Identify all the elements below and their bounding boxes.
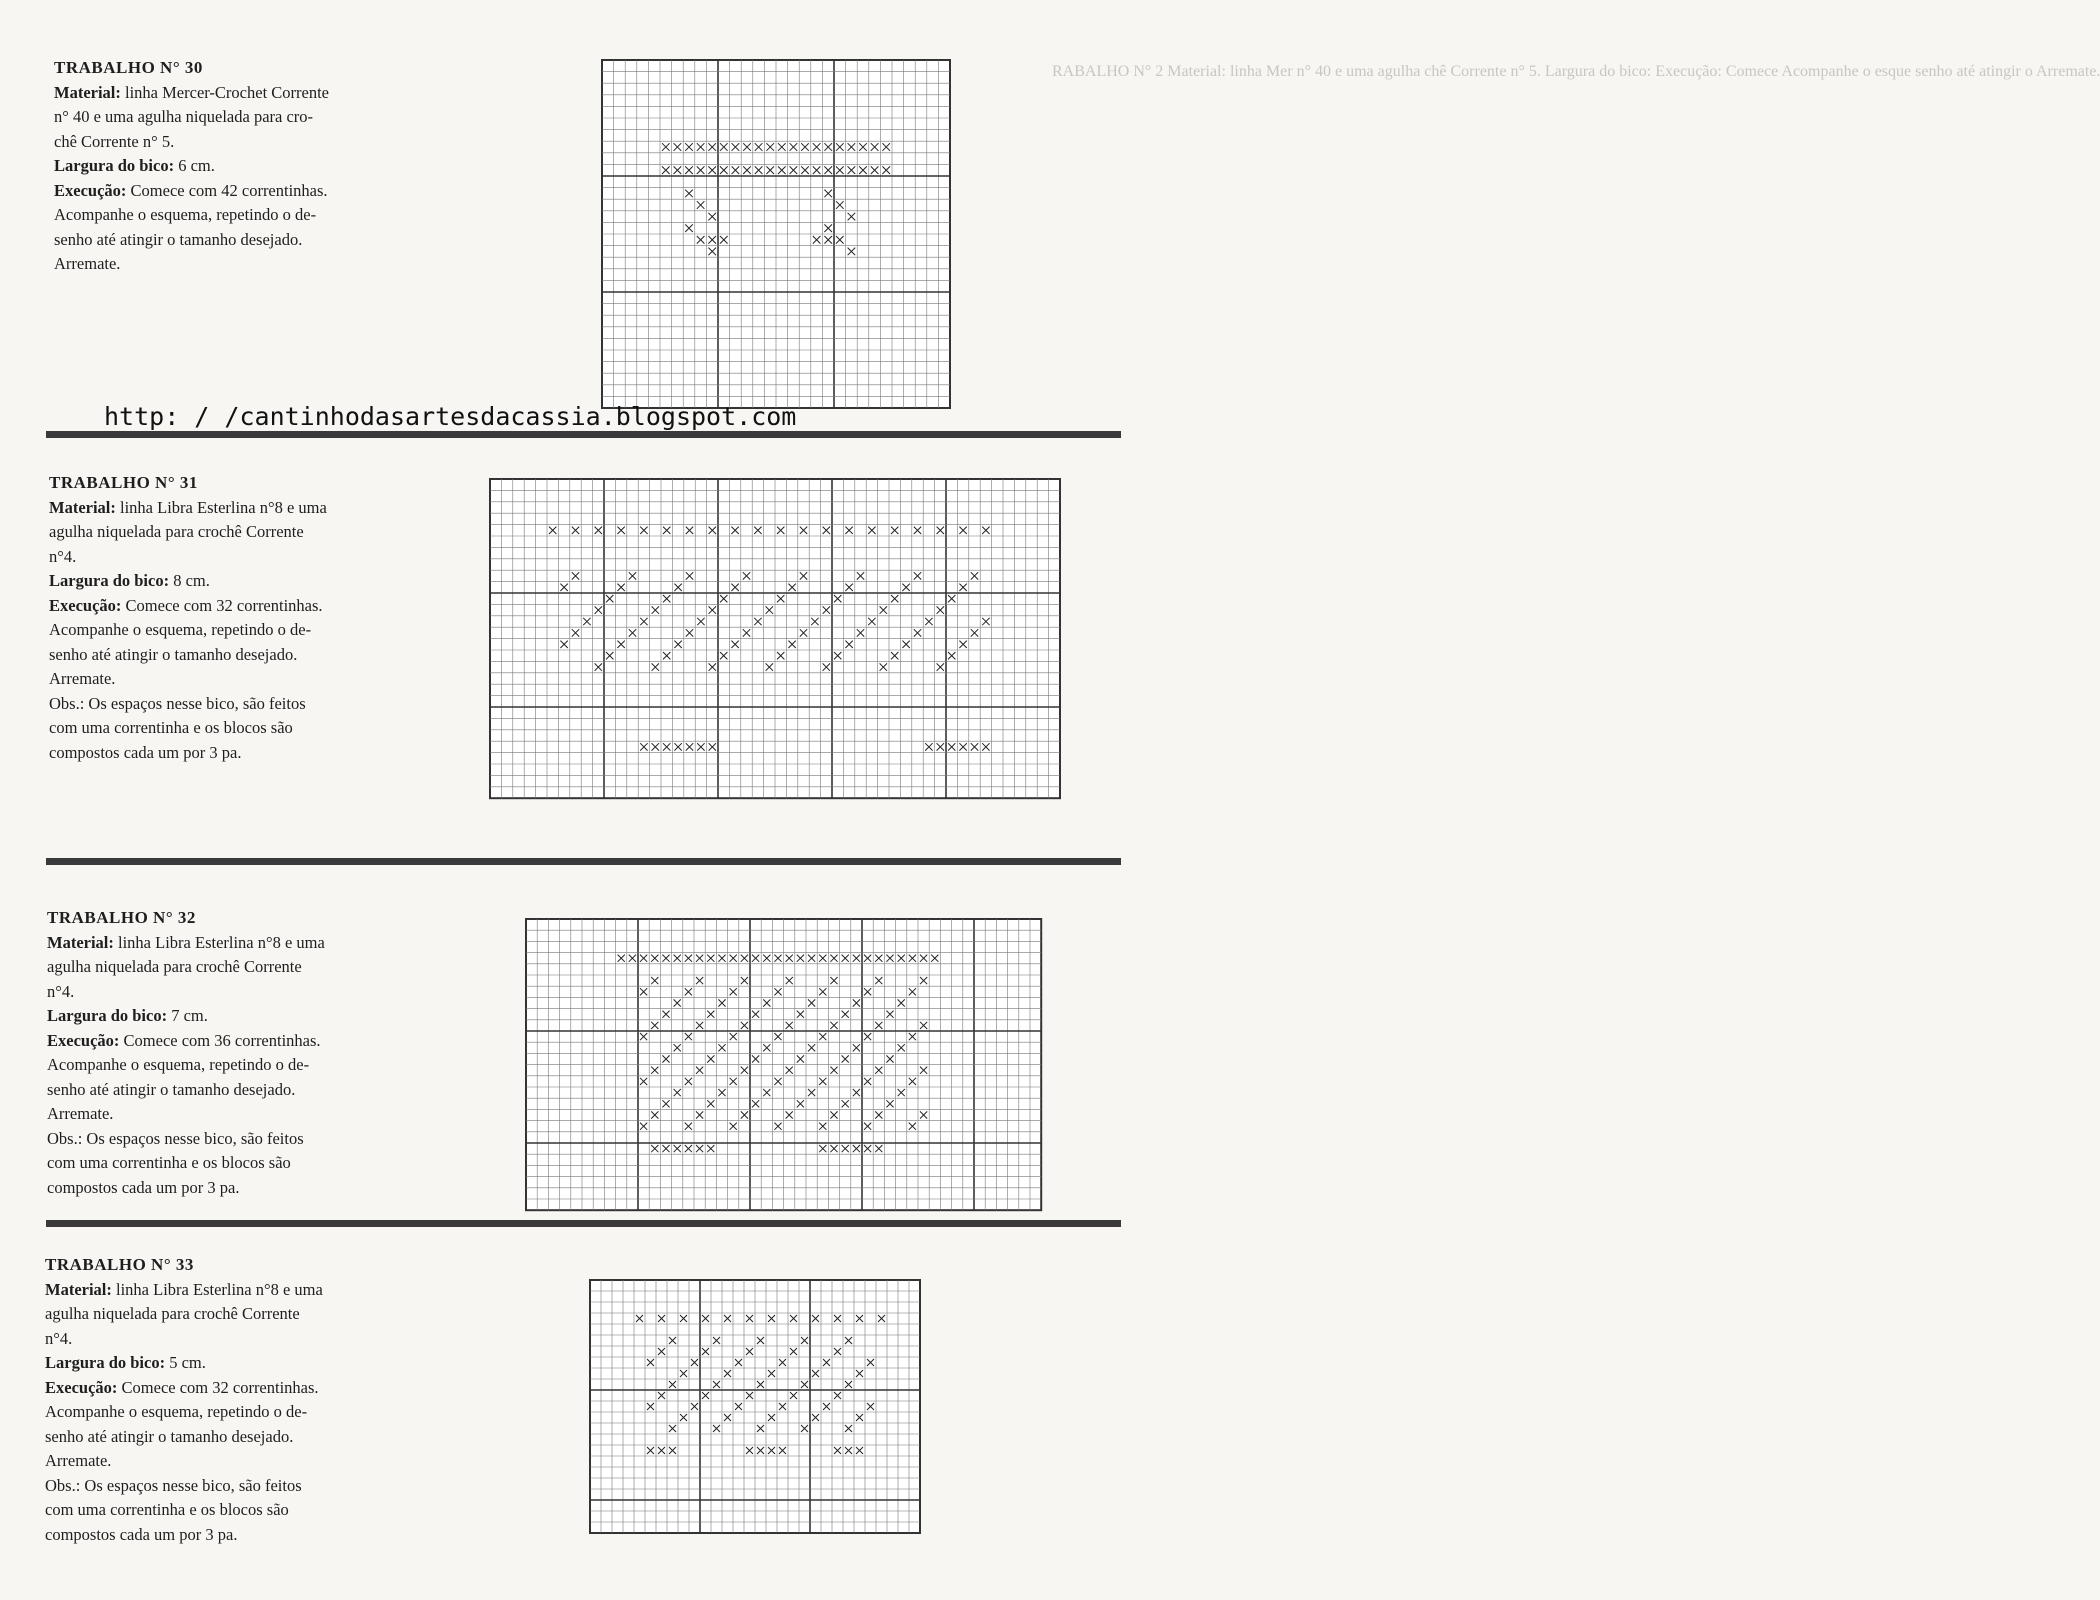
obs-label: Obs.: <box>45 1475 81 1495</box>
execucao-text: Comece com 42 correntinhas. <box>126 180 328 200</box>
ghost-line: chê Corrente n° 5. <box>1424 63 1541 80</box>
crochet-chart-33 <box>589 1279 929 1544</box>
section-divider <box>46 858 1121 865</box>
material-text: linha Mercer-Crochet Corrente <box>120 82 330 102</box>
largura-label: Largura do bico: <box>47 1006 168 1025</box>
material-text: n° 40 e uma agulha niquelada para cro- <box>54 107 314 126</box>
section-title: TRABALHO N° 30 <box>54 58 203 77</box>
crochet-chart-30 <box>601 59 967 414</box>
obs-text: Os espaços nesse bico, são feitos <box>80 1475 302 1495</box>
section-trabalho-30 <box>54 56 329 277</box>
execucao-text: Acompanhe o esquema, repetindo o de- <box>49 620 312 639</box>
execucao-text: Arremate. <box>54 254 121 273</box>
material-text: n°4. <box>49 546 77 566</box>
ghost-line: RABALHO N° 2 <box>1052 63 1164 80</box>
largura-value: 7 cm. <box>167 1006 208 1025</box>
obs-label: Obs.: <box>49 693 85 713</box>
obs-text: Os espaços nesse bico, são feitos <box>84 693 306 713</box>
crochet-chart-32 <box>525 918 1050 1218</box>
material-text: n°4. <box>47 981 75 1001</box>
execucao-text: Acompanhe o esquema, repetindo o de- <box>54 205 317 224</box>
execucao-label: Execução: <box>49 595 122 615</box>
material-text: linha Libra Esterlina n°8 e uma <box>111 1279 323 1299</box>
material-text: linha Libra Esterlina n°8 e uma <box>115 497 327 517</box>
execucao-label: Execução: <box>54 180 127 200</box>
obs-label: Obs.: <box>47 1128 83 1148</box>
section-title: TRABALHO N° 32 <box>47 908 196 927</box>
largura-value: 8 cm. <box>169 571 210 590</box>
execucao-text: Arremate. <box>47 1104 114 1123</box>
obs-text: Os espaços nesse bico, são feitos <box>82 1128 304 1148</box>
largura-value: 5 cm. <box>165 1353 206 1372</box>
section-trabalho-33 <box>45 1253 323 1547</box>
ghost-line: Execução: Comece <box>1655 63 1779 80</box>
execucao-text: senho até atingir o tamanho desejado. <box>47 1079 296 1099</box>
material-label: Material: <box>49 497 116 517</box>
chart-trabalho-31 <box>489 478 1084 818</box>
chart-grid <box>602 60 950 408</box>
material-text: agulha niquelada para crochê Corrente <box>47 957 302 976</box>
execucao-label: Execução: <box>45 1377 118 1397</box>
chart-trabalho-32 <box>525 918 1050 1218</box>
section-trabalho-31 <box>49 471 327 765</box>
material-text: linha Libra Esterlina n°8 e uma <box>113 932 325 952</box>
material-label: Material: <box>47 932 114 952</box>
blog-url[interactable]: http: / /cantinhodasartesdacassia.blogspot.com <box>104 402 797 431</box>
material-text: chê Corrente n° 5. <box>54 131 175 151</box>
execucao-text: Acompanhe o esquema, repetindo o de- <box>47 1055 310 1074</box>
ghost-line: Arremate. <box>2036 63 2100 80</box>
ghost-line: n° 40 e uma agulha <box>1296 63 1421 80</box>
material-label: Material: <box>45 1279 112 1299</box>
largura-label: Largura do bico: <box>49 571 170 590</box>
material-text: n°4. <box>45 1328 73 1348</box>
material-text: agulha niquelada para crochê Corrente <box>45 1304 300 1323</box>
material-text: agulha niquelada para crochê Corrente <box>49 522 304 541</box>
execucao-text: Comece com 36 correntinhas. <box>119 1030 321 1050</box>
obs-text: com uma correntinha e os blocos são <box>47 1153 291 1172</box>
execucao-text: Comece com 32 correntinhas. <box>121 595 323 615</box>
execucao-text: Acompanhe o esquema, repetindo o de- <box>45 1402 308 1421</box>
largura-value: 6 cm. <box>174 156 215 175</box>
largura-label: Largura do bico: <box>45 1353 166 1372</box>
execucao-text: Comece com 32 correntinhas. <box>117 1377 319 1397</box>
obs-text: com uma correntinha e os blocos são <box>49 718 293 737</box>
largura-label: Largura do bico: <box>54 156 175 175</box>
crochet-chart-31 <box>489 478 1084 818</box>
execucao-text: Arremate. <box>45 1451 112 1470</box>
chart-trabalho-33 <box>589 1279 929 1544</box>
execucao-text: Arremate. <box>49 669 116 688</box>
ghost-line: Largura do bico: <box>1544 63 1652 80</box>
obs-text: com uma correntinha e os blocos são <box>45 1500 289 1519</box>
material-label: Material: <box>54 82 121 102</box>
execucao-text: senho até atingir o tamanho desejado. <box>45 1426 294 1446</box>
ghost-line: Acompanhe o esque <box>1781 63 1912 80</box>
obs-text: compostos cada um por 3 pa. <box>45 1524 238 1544</box>
section-divider <box>46 1220 1121 1227</box>
execucao-text: senho até atingir o tamanho desejado. <box>49 644 298 664</box>
bleed-through-text <box>1052 60 2100 84</box>
section-divider <box>46 431 1121 438</box>
obs-text: compostos cada um por 3 pa. <box>47 1177 240 1197</box>
section-trabalho-32 <box>47 906 325 1200</box>
chart-grid <box>490 479 1060 798</box>
ghost-line: Material: linha Mer <box>1167 63 1293 80</box>
chart-trabalho-30 <box>601 59 967 414</box>
section-title: TRABALHO N° 33 <box>45 1255 194 1274</box>
ghost-line: senho até atingir o <box>1915 63 2033 80</box>
chart-grid <box>526 919 1041 1210</box>
section-title: TRABALHO N° 31 <box>49 473 198 492</box>
execucao-text: senho até atingir o tamanho desejado. <box>54 229 303 249</box>
execucao-label: Execução: <box>47 1030 120 1050</box>
obs-text: compostos cada um por 3 pa. <box>49 742 242 762</box>
